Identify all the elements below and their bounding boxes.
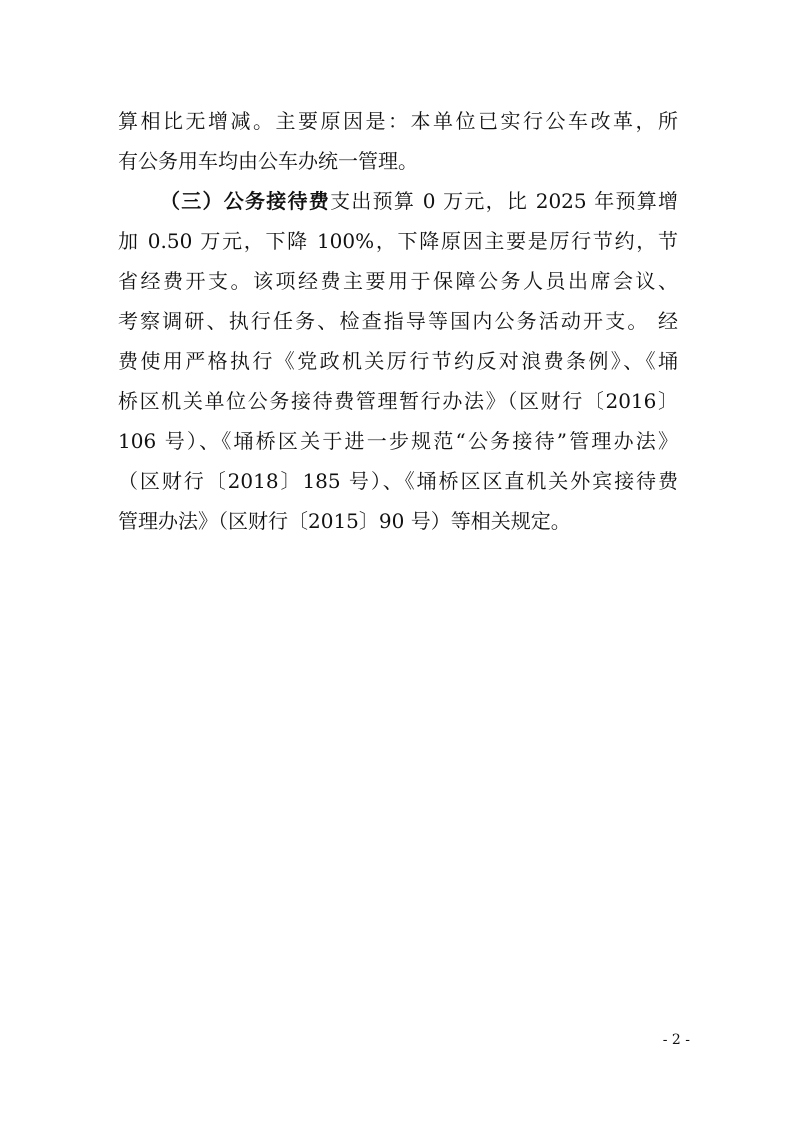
paragraph-line: 桥区机关单位公务接待费管理暂行办法》（区财行〔2016〕	[118, 389, 678, 413]
paragraph-text: 支出预算 0 万元，比 2025 年预算增	[330, 189, 679, 213]
page-number: - 2 -	[662, 1032, 690, 1048]
paragraph-line: 费使用严格执行《党政机关厉行节约反对浪费条例》、《埇	[118, 349, 678, 373]
paragraph-line: 有公务用车均由公车办统一管理。	[118, 149, 418, 173]
paragraph-line: 算相比无增减。主要原因是：本单位已实行公车改革，所	[118, 109, 678, 133]
paragraph-line: 加 0.50 万元，下降 100%，下降原因主要是厉行节约，节	[118, 229, 678, 253]
paragraph-line: （区财行〔2018〕185 号）、《埇桥区区直机关外宾接待费	[118, 469, 678, 493]
section-heading-line	[160, 181, 678, 221]
paragraph-line: 考察调研、执行任务、检查指导等国内公务活动开支。 经	[118, 309, 678, 333]
paragraph-line: 省经费开支。该项经费主要用于保障公务人员出席会议、	[118, 269, 678, 293]
paragraph-line: 106 号）、《埇桥区关于进一步规范“公务接待”管理办法》	[118, 429, 678, 453]
section-heading: （三）公务接待费	[160, 189, 331, 213]
paragraph-line: 管理办法》（区财行〔2015〕90 号）等相关规定。	[118, 509, 571, 533]
